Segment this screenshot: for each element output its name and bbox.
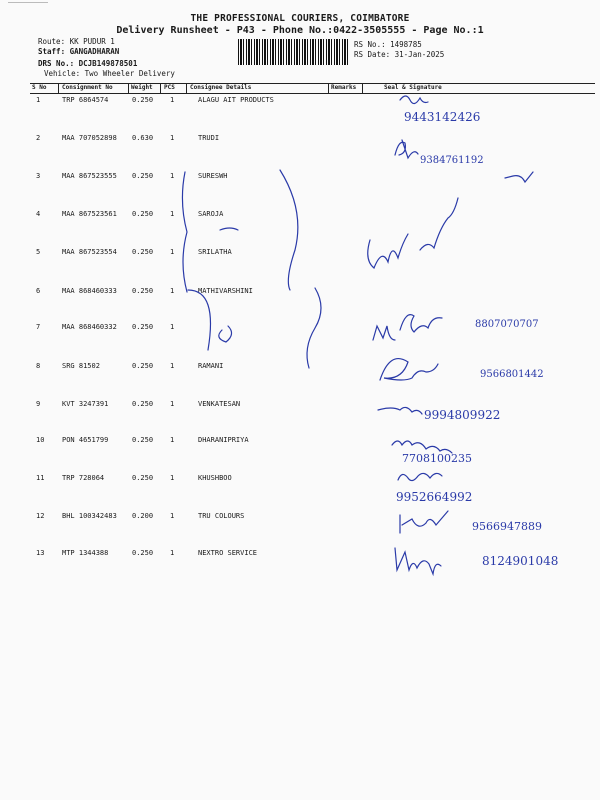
- row-sno: 13: [36, 549, 45, 557]
- row-weight: 0.250: [132, 248, 154, 256]
- row-weight: 0.250: [132, 287, 154, 295]
- row-sno: 6: [36, 287, 41, 295]
- header-consignment: Consignment No: [62, 84, 113, 91]
- row-consignment-no: TRP 6864574: [62, 96, 109, 104]
- row-consignment-no: MAA 707052898: [62, 134, 117, 142]
- row-sno: 9: [36, 400, 41, 408]
- row-consignment-no: SRG 81502: [62, 362, 100, 370]
- row-weight: 0.250: [132, 436, 154, 444]
- col-divider: [128, 83, 129, 93]
- row-consignee: ALAGU AIT PRODUCTS: [198, 96, 274, 104]
- row-consignee: MATHIVARSHINI: [198, 287, 253, 295]
- table-row: [0, 172, 600, 208]
- handwritten-phone-row-6: 8807070707: [475, 319, 539, 330]
- row-weight: 0.250: [132, 362, 154, 370]
- vehicle-label: Vehicle: Two Wheeler Delivery: [44, 69, 175, 78]
- row-pcs: 1: [170, 436, 175, 444]
- row-pcs: 1: [170, 400, 175, 408]
- table-row: [0, 134, 600, 170]
- row-sno: 1: [36, 96, 41, 104]
- handwritten-phone-row-9: 9994809922: [424, 408, 501, 422]
- table-row: [0, 248, 600, 284]
- table-row: [0, 436, 600, 472]
- row-weight: 0.630: [132, 134, 154, 142]
- row-weight: 0.250: [132, 172, 154, 180]
- row-consignee: SURESWH: [198, 172, 228, 180]
- header-seal: Seal & Signature: [384, 84, 442, 91]
- row-weight: 0.250: [132, 549, 154, 557]
- table-header-rule: [30, 93, 595, 94]
- col-divider: [186, 83, 187, 93]
- row-consignment-no: KVT 3247391: [62, 400, 109, 408]
- staff-label: Staff: GANGADHARAN: [38, 47, 120, 56]
- header-consignee: Consignee Details: [190, 84, 252, 91]
- row-pcs: 1: [170, 248, 175, 256]
- col-divider: [160, 83, 161, 93]
- table-top-rule: [30, 83, 595, 84]
- runsheet-subtitle: Delivery Runsheet - P43 - Phone No.:0422-3505555 - Page No.:1: [116, 25, 484, 36]
- rs-date: RS Date: 31-Jan-2025: [354, 50, 445, 59]
- row-consignee: VENKATESAN: [198, 400, 241, 408]
- row-weight: 0.250: [132, 210, 154, 218]
- row-consignment-no: BHL 100342483: [62, 512, 117, 520]
- table-row: [0, 362, 600, 398]
- row-pcs: 1: [170, 323, 175, 331]
- row-sno: 5: [36, 248, 41, 256]
- row-consignee: NEXTRO SERVICE: [198, 549, 258, 557]
- row-sno: 11: [36, 474, 45, 482]
- table-row: [0, 287, 600, 323]
- row-pcs: 1: [170, 287, 175, 295]
- row-sno: 4: [36, 210, 41, 218]
- row-consignee: RAMANI: [198, 362, 224, 370]
- handwritten-phone-row-1: 9443142426: [404, 110, 481, 124]
- row-consignment-no: MTP 1344388: [62, 549, 109, 557]
- row-consignment-no: MAA 867523561: [62, 210, 117, 218]
- handwritten-phone-row-8: 9566801442: [480, 369, 544, 380]
- row-sno: 10: [36, 436, 45, 444]
- row-weight: 0.250: [132, 96, 154, 104]
- table-row: [0, 474, 600, 510]
- row-consignment-no: TRP 728064: [62, 474, 105, 482]
- row-consignee: TRUDI: [198, 134, 220, 142]
- header-remarks: Remarks: [331, 84, 357, 91]
- table-row: [0, 96, 600, 132]
- row-sno: 12: [36, 512, 45, 520]
- row-pcs: 1: [170, 172, 175, 180]
- row-pcs: 1: [170, 549, 175, 557]
- barcode: [238, 39, 348, 65]
- row-weight: 0.200: [132, 512, 154, 520]
- row-sno: 2: [36, 134, 41, 142]
- header-sno: S No: [32, 84, 47, 91]
- row-consignee: SRILATHA: [198, 248, 232, 256]
- handwritten-phone-row-2: 9384761192: [420, 155, 484, 166]
- row-sno: 7: [36, 323, 41, 331]
- row-pcs: 1: [170, 134, 175, 142]
- row-weight: 0.250: [132, 400, 154, 408]
- row-pcs: 1: [170, 362, 175, 370]
- table-row: [0, 210, 600, 246]
- col-divider: [58, 83, 59, 93]
- row-pcs: 1: [170, 210, 175, 218]
- drs-label: DRS No.: DCJB149878501: [38, 59, 138, 68]
- handwritten-phone-row-13: 8124901048: [482, 554, 559, 568]
- header-pcs: PCS: [164, 84, 175, 91]
- col-divider: [362, 83, 363, 93]
- handwritten-phone-row-10: 7708100235: [402, 452, 472, 465]
- row-consignee: KHUSHBOO: [198, 474, 232, 482]
- header-weight: Weight: [131, 84, 153, 91]
- rs-number: RS No.: 1498785: [354, 40, 422, 49]
- row-pcs: 1: [170, 474, 175, 482]
- row-consignee: SAROJA: [198, 210, 224, 218]
- handwritten-phone-row-12: 9566947889: [472, 520, 542, 533]
- row-pcs: 1: [170, 96, 175, 104]
- handwritten-phone-row-11: 9952664992: [396, 490, 473, 504]
- table-row: [0, 400, 600, 436]
- row-consignee: DHARANIPRIYA: [198, 436, 249, 444]
- row-pcs: 1: [170, 512, 175, 520]
- row-consignee: TRU COLOURS: [198, 512, 245, 520]
- col-divider: [328, 83, 329, 93]
- row-consignment-no: MAA 868460333: [62, 287, 117, 295]
- row-consignment-no: MAA 868460332: [62, 323, 117, 331]
- company-title: THE PROFESSIONAL COURIERS, COIMBATORE: [190, 13, 410, 24]
- scan-corner-mark: [8, 2, 48, 9]
- row-sno: 3: [36, 172, 41, 180]
- row-sno: 8: [36, 362, 41, 370]
- row-weight: 0.250: [132, 323, 154, 331]
- row-weight: 0.250: [132, 474, 154, 482]
- route-label: Route: KK PUDUR 1: [38, 37, 115, 46]
- row-consignment-no: MAA 867523554: [62, 248, 117, 256]
- row-consignment-no: MAA 867523555: [62, 172, 117, 180]
- row-consignment-no: PON 4651799: [62, 436, 109, 444]
